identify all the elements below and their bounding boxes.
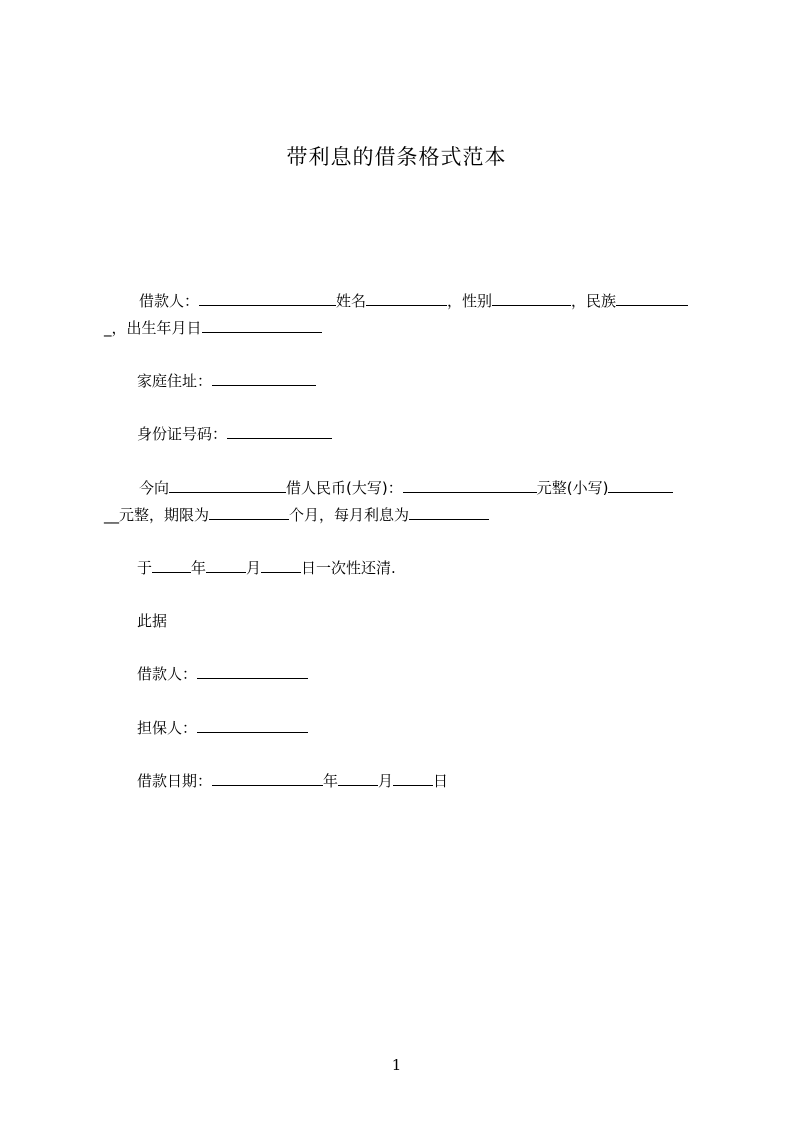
id-number-label: 身份证号码： [137, 425, 228, 443]
term-months-blank[interactable] [209, 504, 289, 520]
id-number-blank[interactable] [227, 423, 332, 439]
repay-line [137, 557, 396, 579]
birth-date-line [104, 317, 322, 339]
name-label: 姓名 [336, 292, 367, 310]
gender-label: ，性别 [447, 292, 493, 310]
repay-year-label: 年 [191, 559, 207, 577]
amount-upper-blank[interactable] [403, 477, 537, 493]
loan-date-blank[interactable] [212, 770, 323, 786]
repay-day-label: 日一次性还清. [301, 559, 396, 577]
guarantor-sign-label: 担保人： [137, 719, 198, 737]
id-number-line [137, 423, 332, 445]
repay-prefix: 于 [137, 559, 153, 577]
birth-label: ，出生年月日 [111, 319, 202, 337]
amount-small-label: 元整(小写) [536, 479, 609, 497]
borrower-sign-label: 借款人： [137, 665, 198, 683]
loan-amount-line [139, 477, 673, 499]
gender-blank[interactable] [492, 290, 571, 306]
guarantor-sign-blank[interactable] [197, 717, 308, 733]
loan-prefix: 今向 [139, 479, 170, 497]
lender-blank[interactable] [169, 477, 286, 493]
repay-year-blank[interactable] [152, 557, 191, 573]
loan-date-line [137, 770, 448, 792]
loan-date-label: 借款日期： [137, 772, 213, 790]
document-title: 带利息的借条格式范本 [286, 145, 507, 169]
yuan-term-label: 元整，期限为 [119, 506, 210, 524]
hereby-line [137, 610, 167, 632]
borrower-blank[interactable] [199, 290, 336, 306]
page-number: 1 [391, 1056, 402, 1074]
repay-day-blank[interactable] [261, 557, 301, 573]
loan-date-year-label: 年 [323, 772, 339, 790]
ethnicity-blank[interactable] [616, 290, 688, 306]
amount-small-blank[interactable] [608, 477, 673, 493]
loan-term-line [104, 504, 489, 526]
repay-month-label: 月 [246, 559, 262, 577]
guarantor-sign-line [137, 717, 308, 739]
borrower-label: 借款人： [139, 292, 200, 310]
months-interest-label: 个月，每月利息为 [289, 506, 410, 524]
name-blank[interactable] [366, 290, 447, 306]
loan-date-month-label: 月 [378, 772, 394, 790]
birth-date-blank[interactable] [202, 317, 322, 333]
address-blank[interactable] [212, 370, 316, 386]
address-label: 家庭住址： [137, 372, 213, 390]
loan-continuation-prefix: __ [104, 506, 119, 524]
address-line [137, 370, 316, 392]
repay-month-blank[interactable] [206, 557, 246, 573]
borrower-sign-blank[interactable] [197, 663, 308, 679]
hereby-text: 此据 [137, 612, 168, 630]
loan-date-day-blank[interactable] [393, 770, 433, 786]
loan-date-month-blank[interactable] [338, 770, 378, 786]
monthly-interest-blank[interactable] [409, 504, 489, 520]
borrower-info-line [139, 290, 688, 312]
loan-date-day-label: 日 [433, 772, 449, 790]
ethnicity-label: ，民族 [571, 292, 617, 310]
birth-prefix: _ [104, 319, 112, 337]
rmb-upper-label: 借人民币(大写)： [286, 479, 403, 497]
borrower-sign-line [137, 663, 308, 685]
